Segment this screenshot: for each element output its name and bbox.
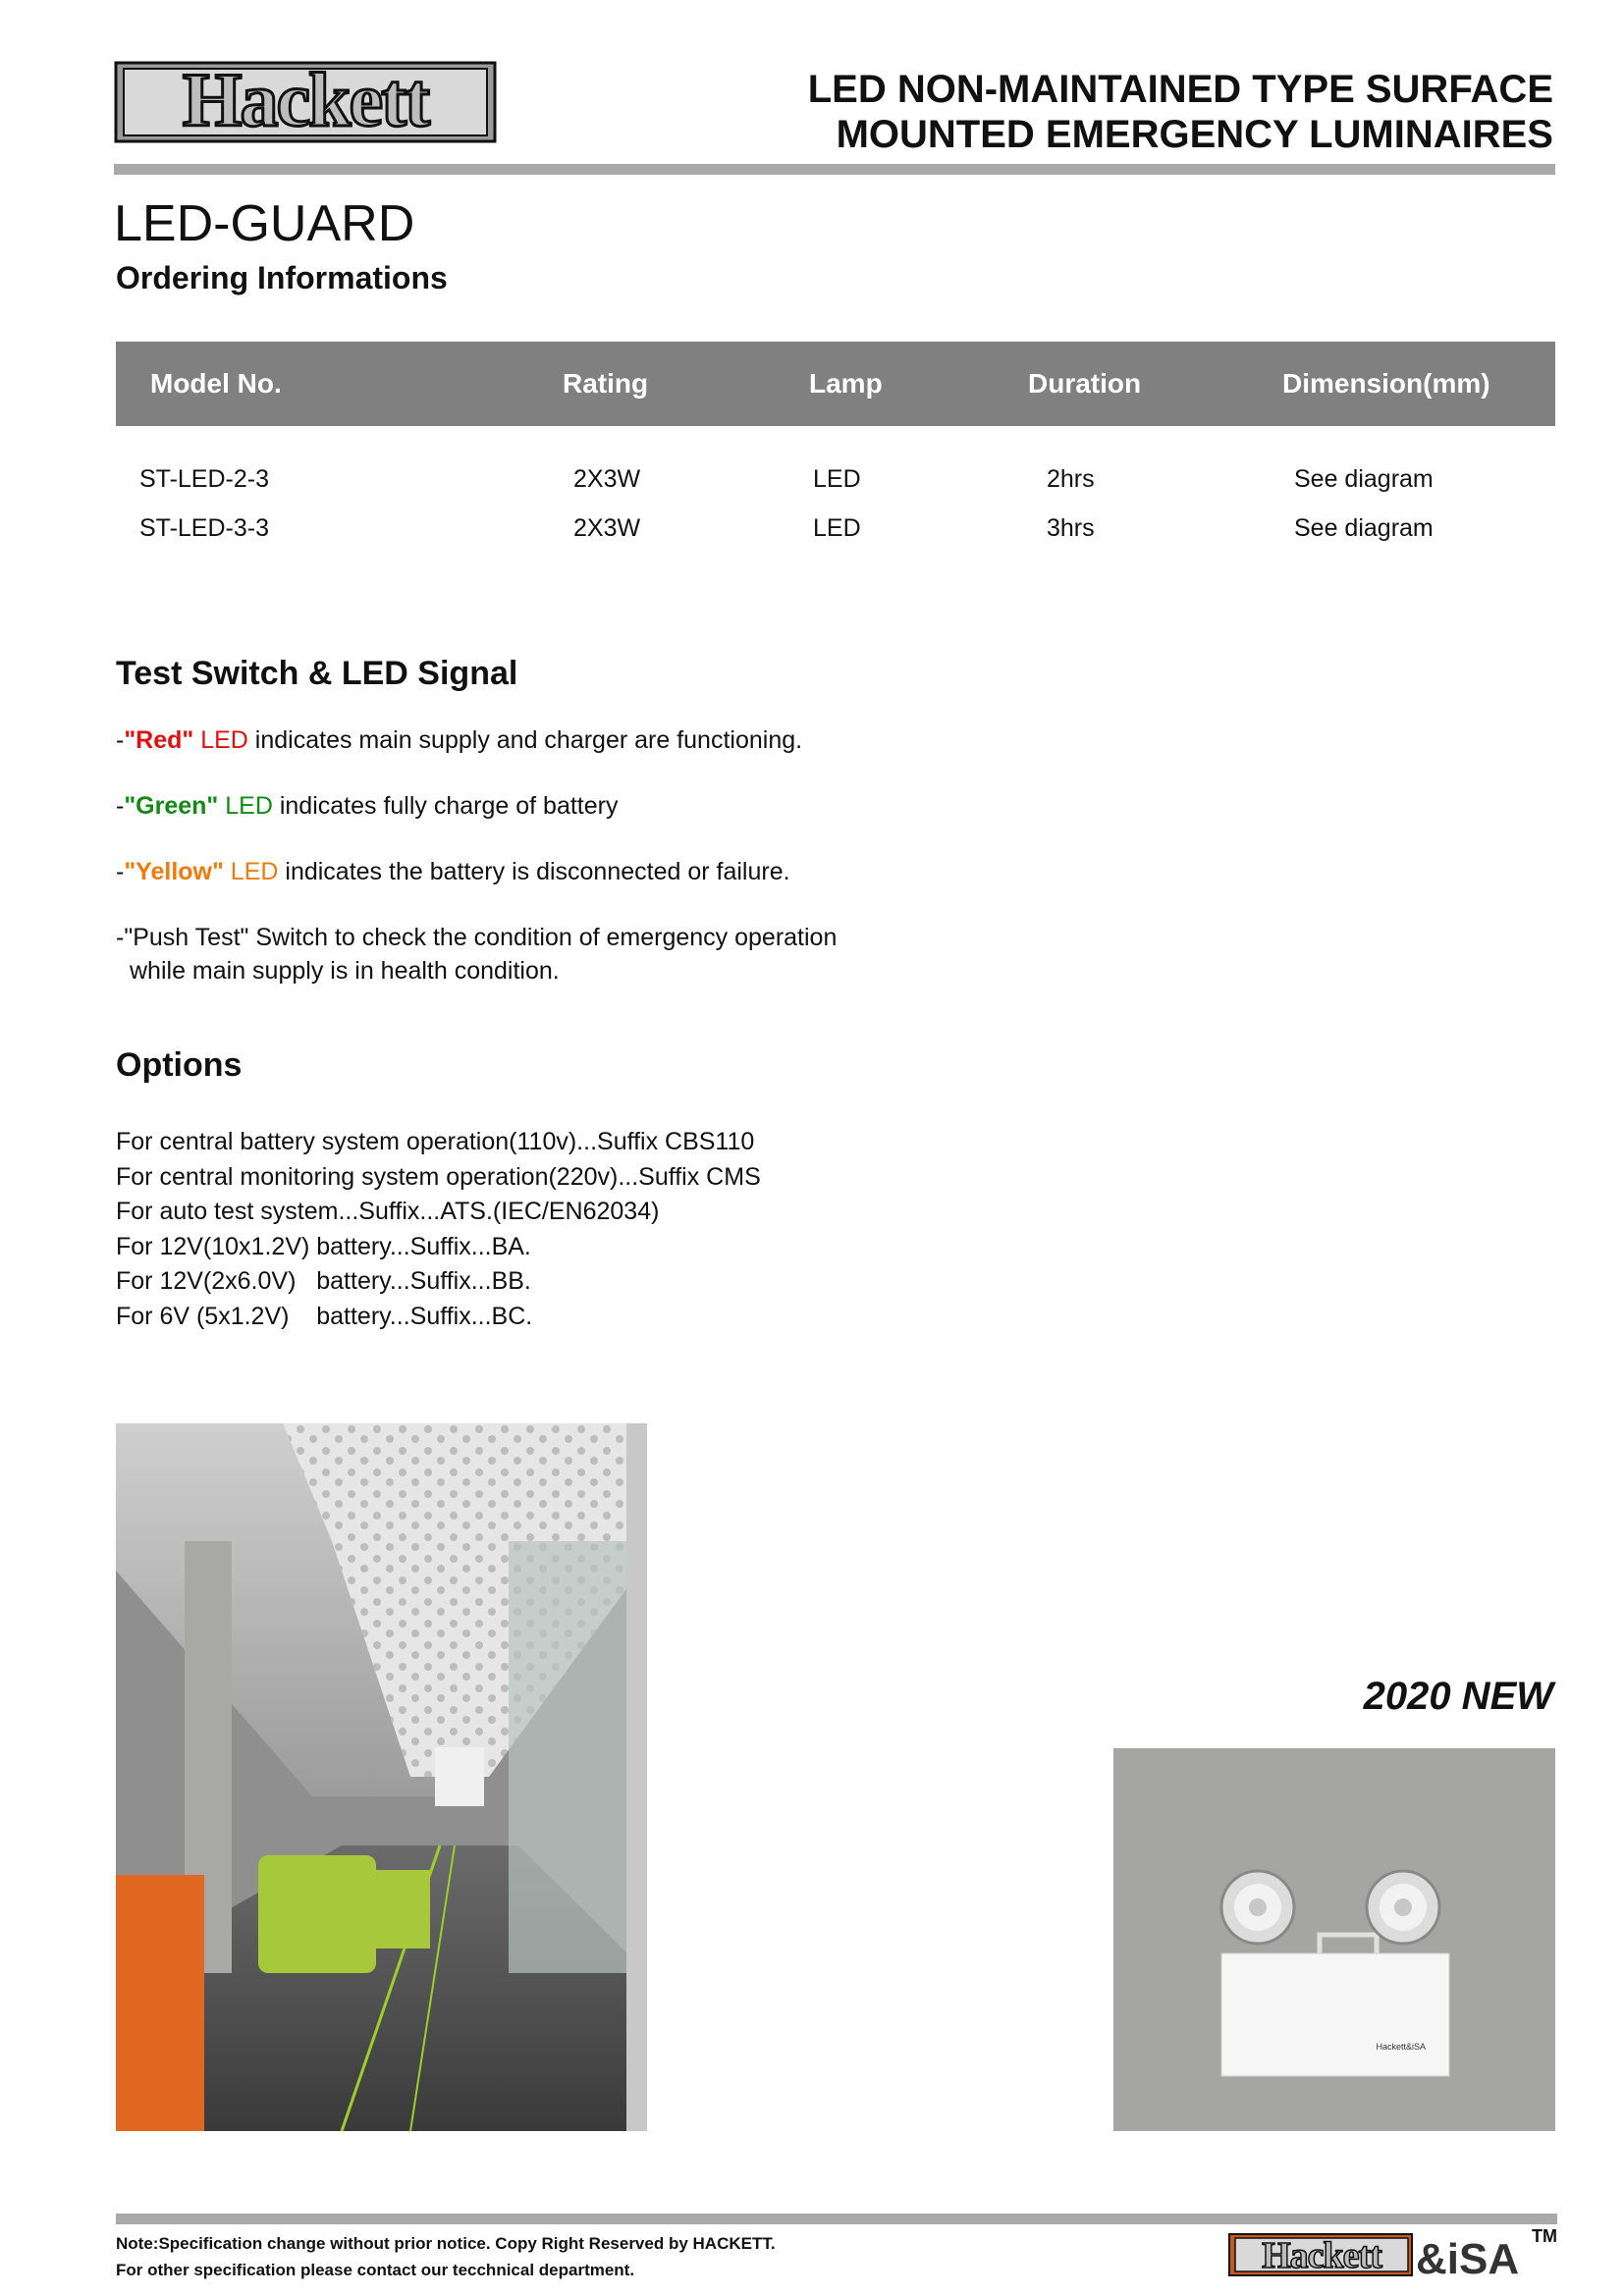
product-photo	[1113, 1748, 1555, 2131]
column-header-dimension: Dimension(mm)	[1282, 368, 1490, 399]
push-test-line: -"Push Test" Switch to check the condition of emergency operation while main supply is in health condition.	[116, 924, 838, 985]
footer-logo	[1227, 2226, 1526, 2281]
header-rule	[114, 164, 1555, 175]
title-line-1: LED NON-MAINTAINED TYPE SURFACE	[807, 68, 1553, 111]
cell-model: ST-LED-2-3	[139, 465, 269, 493]
hackett-logo	[114, 55, 497, 149]
cell-lamp: LED	[813, 465, 861, 493]
cell-dimension: See diagram	[1294, 465, 1434, 493]
list-item: For 6V (5x1.2V) battery...Suffix...BC.	[116, 1302, 533, 1330]
footer-note: Note:Specification change without prior notice. Copy Right Reserved by HACKETT. For other specification please contact our tecchnical department.	[116, 2234, 776, 2279]
list-item: For 12V(2x6.0V) battery...Suffix...BB.	[116, 1267, 531, 1295]
green-label: "Green"	[124, 792, 219, 820]
options-list	[116, 1125, 761, 1334]
red-label: "Red"	[124, 726, 194, 754]
trademark-mark: TM	[1532, 2226, 1557, 2246]
title-line-2: MOUNTED EMERGENCY LUMINAIRES	[836, 113, 1553, 156]
signals-title: Test Switch & LED Signal	[116, 655, 518, 692]
list-item: For 12V(10x1.2V) battery...Suffix...BA.	[116, 1232, 531, 1260]
green-led-line: -"Green" LED indicates fully charge of battery	[116, 792, 619, 820]
column-header-lamp: Lamp	[809, 368, 883, 399]
new-badge: 2020 NEW	[1363, 1675, 1553, 1718]
document-title	[687, 67, 1553, 157]
cell-duration: 3hrs	[1047, 514, 1095, 542]
svg-text:Hackett: Hackett	[182, 57, 429, 142]
list-item: For auto test system...Suffix...ATS.(IEC/EN62034)	[116, 1198, 660, 1225]
red-led-line: -"Red" LED indicates main supply and charger are functioning.	[116, 726, 803, 754]
footer-rule	[116, 2214, 1557, 2224]
svg-text:Hackett: Hackett	[1262, 2235, 1381, 2276]
cell-lamp: LED	[813, 514, 861, 542]
svg-text:&iSA: &iSA	[1416, 2235, 1520, 2281]
cell-dimension: See diagram	[1294, 514, 1434, 542]
cell-model: ST-LED-3-3	[139, 514, 269, 542]
table-header	[116, 342, 1555, 426]
ordering-title: Ordering Informations	[116, 260, 448, 295]
list-item: For central monitoring system operation(220v)...Suffix CMS	[116, 1162, 761, 1191]
cell-rating: 2X3W	[573, 465, 641, 493]
column-header-duration: Duration	[1028, 368, 1142, 399]
yellow-label: "Yellow"	[124, 858, 224, 885]
table-row	[0, 459, 1624, 499]
column-header-model: Model No.	[150, 368, 282, 399]
cell-rating: 2X3W	[573, 514, 641, 542]
table-row	[0, 508, 1624, 548]
office-interior-photo	[116, 1423, 647, 2131]
cell-duration: 2hrs	[1047, 465, 1095, 493]
yellow-led-line: -"Yellow" LED indicates the battery is disconnected or failure.	[116, 858, 790, 885]
list-item: For central battery system operation(110v)...Suffix CBS110	[116, 1128, 755, 1155]
options-title: Options	[116, 1046, 243, 1084]
svg-text:Hackett&iSA: Hackett&iSA	[1376, 2042, 1426, 2052]
product-name: LED-GUARD	[114, 195, 415, 252]
column-header-rating: Rating	[563, 368, 649, 399]
